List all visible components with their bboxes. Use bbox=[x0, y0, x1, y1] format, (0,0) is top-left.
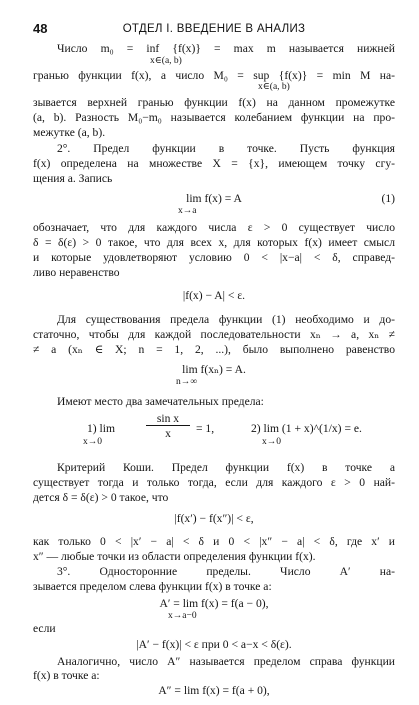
text-line: (a, b). Разность M₀−m₀ называется колебанием функции на про- bbox=[33, 111, 395, 124]
equation-body: |A′ − f(x)| < ε при 0 < a−x < δ(ε). bbox=[136, 638, 292, 651]
text-line: ≠ a (xₙ ∈ X; n = 1, 2, ...), было выполнено равенство bbox=[33, 343, 395, 356]
limit-subscript: x→a bbox=[178, 206, 197, 216]
fraction-denominator: x bbox=[165, 427, 171, 440]
text-line: Для существования предела функции (1) необходимо и до- bbox=[57, 313, 395, 326]
running-header bbox=[33, 21, 395, 37]
text-line: дется δ = δ(ε) > 0 такое, что bbox=[33, 491, 169, 504]
equation-body: A″ = lim f(x) = f(a + 0), bbox=[158, 684, 270, 697]
equation-body: |f(x′) − f(x″)| < ε, bbox=[174, 512, 254, 525]
sup-subscript: x∈(a, b) bbox=[258, 82, 290, 92]
text-line: существует тогда и только тогда, если для каждого ε > 0 най- bbox=[33, 476, 395, 489]
limit-subscript: x→0 bbox=[83, 437, 102, 447]
text-line: щения a. Запись bbox=[33, 172, 113, 185]
text-line: f(x) определена на множестве X = {x}, имеющем точку сгу- bbox=[33, 157, 395, 170]
equation-8 bbox=[33, 683, 395, 699]
text-line: как только 0 < |x′ − a| < δ и 0 < |x″ − a| < δ, где x′ и bbox=[33, 535, 395, 548]
text-line: если bbox=[33, 622, 56, 635]
equation-body: |f(x) − A| < ε. bbox=[182, 289, 246, 302]
text-line: обозначает, что для каждого числа ε > 0 существует число bbox=[33, 221, 395, 234]
text-line: гранью функции f(x), а число M₀ = sup {f(x)} = min M на- bbox=[33, 69, 395, 82]
text-line: ливо неравенство bbox=[33, 266, 120, 279]
equation-body: lim f(x) = A bbox=[186, 192, 242, 205]
page-number: 48 bbox=[33, 21, 48, 36]
section-heading-line: 2°. Предел функции в точке. Пусть функция bbox=[57, 142, 395, 155]
text-line: зывается верхней гранью функции f(x) на данном промежутке bbox=[33, 96, 395, 109]
equation-body: A′ = lim f(x) = f(a − 0), bbox=[159, 597, 269, 610]
text-line: и которые удовлетворяют условию 0 < |x−a| < δ, справед- bbox=[33, 251, 395, 264]
limit-2: 2) lim (1 + x)^(1/x) = e. bbox=[251, 422, 362, 435]
fraction-numerator: sin x bbox=[146, 412, 190, 426]
limit-subscript: n→∞ bbox=[176, 377, 198, 387]
text-line: Число m₀ = inf {f(x)} = max m называется нижней bbox=[57, 42, 395, 55]
limit-subscript: x→a−0 bbox=[168, 611, 197, 621]
text-line: f(x) в точке a: bbox=[33, 669, 100, 682]
text-line: Аналогично, число A″ называется пределом справа функции bbox=[57, 655, 395, 668]
text-line: Критерий Коши. Предел функции f(x) в точке a bbox=[57, 461, 395, 474]
text-line: Имеют место два замечательных предела: bbox=[57, 395, 264, 408]
text-line: статочно, чтобы для каждой последовательности xₙ → a, xₙ ≠ bbox=[33, 328, 395, 341]
equation-body: lim f(xₙ) = A. bbox=[182, 363, 246, 376]
inf-subscript: x∈(a, b) bbox=[150, 56, 182, 66]
running-title: ОТДЕЛ I. ВВЕДЕНИЕ В АНАЛИЗ bbox=[122, 23, 306, 35]
limit-1-prefix: 1) lim bbox=[87, 422, 116, 435]
section-heading-line: 3°. Односторонние пределы. Число A′ на- bbox=[57, 565, 395, 578]
text-line: δ = δ(ε) > 0 такое, что для всех x, для которых f(x) имеет смысл bbox=[33, 236, 395, 249]
text-line: x″ — любые точки из области определения функции f(x). bbox=[33, 550, 316, 563]
limit-1-result: = 1, bbox=[196, 422, 215, 435]
limit-subscript: x→0 bbox=[262, 437, 281, 447]
equation-number: (1) bbox=[381, 192, 395, 205]
text-line: зывается пределом слева функции f(x) в точке a: bbox=[33, 580, 272, 593]
text-line: межутке (a, b). bbox=[33, 126, 106, 139]
